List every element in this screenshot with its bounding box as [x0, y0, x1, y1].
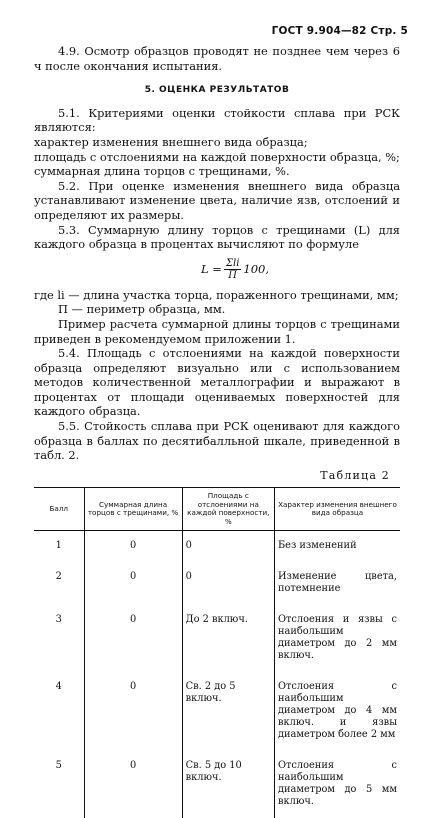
- cell-delamination-area: 0: [182, 531, 274, 563]
- where-clause: где li — длина участка торца, пораженного трещинами, мм;: [34, 287, 399, 302]
- cell-delamination-area: Св. 2 до 5 включ.: [182, 672, 274, 751]
- header-delamination-area: Площадь с отслоениями на каждой поверхности, %: [182, 488, 274, 531]
- cell-score: 1: [55, 540, 62, 552]
- paragraph-5-4: 5.4. Площадь с отслоениями на каждой поверхности образца определяют визуально или с использованием методов количественной металлографии и выражают в процентах от площади оцениваемых поверхностей для каждого образца.: [34, 346, 400, 419]
- formula-L: [70, 256, 400, 284]
- cell-delamination-area: Св. 5 до 10 включ.: [182, 751, 274, 818]
- cell-delamination-area: До 2 включ.: [182, 605, 274, 672]
- table-caption: Таблица 2: [320, 468, 390, 482]
- where-clause-perimeter: П — периметр образца, мм.: [58, 302, 226, 317]
- cell-appearance: Отслоения с наибольшим диаметром до 5 мм включ.: [274, 751, 400, 818]
- paragraph-5-1: 5.1. Критериями оценки стойкости сплава при РСК являются:: [34, 105, 400, 135]
- formula-fraction: [224, 258, 241, 281]
- criterion-line: суммарная длина торцов с трещинами, %.: [34, 164, 290, 179]
- example-reference: Пример расчета суммарной длины торцов с трещинами приведен в рекомендуемом приложении 1.: [34, 316, 400, 346]
- page-header: ГОСТ 9.904—82 Стр. 5: [271, 25, 408, 37]
- cell-appearance: Отслоения и язвы с наибольшим диаметром до 2 мм включ.: [274, 605, 400, 672]
- clause-4-9: [34, 44, 400, 73]
- section-title: 5. ОЦЕНКА РЕЗУЛЬТАТОВ: [144, 85, 290, 96]
- table-row: [34, 751, 400, 818]
- cell-delamination-area: 0: [182, 562, 274, 605]
- header-appearance: Характер изменения внешнего вида образца: [274, 488, 400, 531]
- cell-score: 2: [55, 571, 62, 583]
- cell-score: 5: [55, 760, 62, 772]
- cell-crack-length: 0: [84, 751, 182, 818]
- table-body: [34, 531, 400, 818]
- header-crack-length: Суммарная длина торцов с трещинами, %: [84, 488, 182, 531]
- formula-denominator: П: [228, 270, 238, 282]
- cell-crack-length: 0: [84, 672, 182, 751]
- cell-crack-length: 0: [84, 605, 182, 672]
- criterion-line: характер изменения внешнего вида образца;: [34, 134, 308, 149]
- table-header-row: [34, 488, 400, 531]
- cell-appearance: Изменение цвета, потемнение: [274, 562, 400, 605]
- cell-appearance: Отслоения с наибольшим диаметром до 4 мм включ. и язвы диаметром более 2 мм: [274, 672, 400, 751]
- formula-lhs: L =: [200, 262, 222, 277]
- paragraph-5-2: 5.2. При оценке изменения внешнего вида образца устанавливают изменение цвета, наличие язв, отслоений и определяют их размеры.: [34, 178, 400, 222]
- cell-crack-length: 0: [84, 531, 182, 563]
- table-row: [34, 531, 400, 563]
- paragraph-4-9: 4.9. Осмотр образцов проводят не позднее чем через 6 ч после окончания испытания.: [34, 44, 400, 73]
- cell-appearance: Без изменений: [274, 531, 400, 563]
- formula-numerator: Σli: [225, 258, 240, 270]
- cell-crack-length: 0: [84, 562, 182, 605]
- header-score: Балл: [34, 488, 84, 531]
- paragraph-5-3: 5.3. Суммарную длину торцов с трещинами (L) для каждого образца в процентах вычисляют по формуле: [34, 222, 400, 252]
- cell-score: 3: [55, 614, 62, 626]
- table-row: [34, 562, 400, 605]
- criterion-line: площадь с отслоениями на каждой поверхности образца, %;: [34, 149, 400, 164]
- paragraph-5-5: 5.5. Стойкость сплава при РСК оценивают для каждого образца в баллах по десятибалльной шкале, приведенной в табл. 2.: [34, 419, 400, 463]
- cell-score: 4: [55, 681, 62, 693]
- score-table: [34, 487, 400, 818]
- table-row: [34, 672, 400, 751]
- formula-rhs: 100,: [243, 262, 269, 277]
